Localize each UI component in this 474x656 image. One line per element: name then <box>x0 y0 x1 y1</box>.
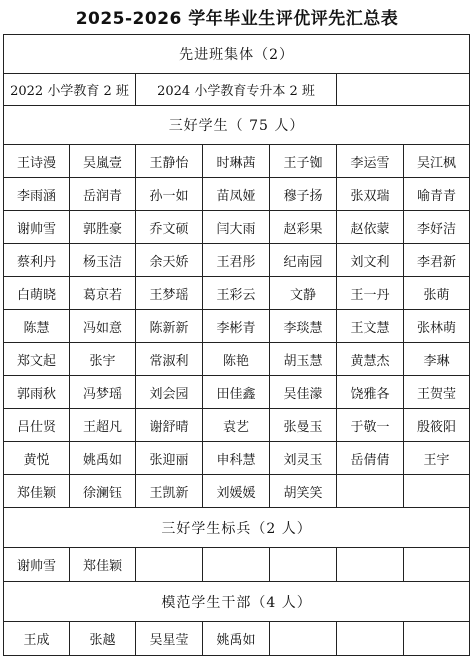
empty-cell <box>404 548 470 582</box>
student-name-cell: 徐澜钰 <box>70 475 136 508</box>
student-name-cell: 吴嵐壹 <box>70 145 136 178</box>
student-name-cell: 王文慧 <box>337 310 404 343</box>
student-name-cell: 刘媛媛 <box>203 475 270 508</box>
student-name-cell: 袁艺 <box>203 409 270 442</box>
student-name-cell: 王宇 <box>404 442 470 475</box>
student-name-cell: 田佳鑫 <box>203 376 270 409</box>
student-name-cell: 苗凤娅 <box>203 178 270 211</box>
student-name-cell: 李琰慧 <box>270 310 337 343</box>
student-name-cell: 李运雪 <box>337 145 404 178</box>
student-name-cell: 冯如意 <box>70 310 136 343</box>
student-name-cell: 郭胜豪 <box>70 211 136 244</box>
student-name-cell: 纪南园 <box>270 244 337 277</box>
student-name-cell: 胡笑笑 <box>270 475 337 508</box>
student-name-cell: 李彬青 <box>203 310 270 343</box>
student-name-cell: 王贺莹 <box>404 376 470 409</box>
name-row <box>4 244 470 277</box>
class-row <box>4 74 470 106</box>
student-name-cell: 王一丹 <box>337 277 404 310</box>
student-name-cell: 葛京若 <box>70 277 136 310</box>
name-row <box>4 442 470 475</box>
section-header-row <box>4 508 470 548</box>
name-row <box>4 548 470 582</box>
student-name-cell: 李君新 <box>404 244 470 277</box>
empty-cell <box>337 74 470 106</box>
student-name-cell: 殷筱阳 <box>404 409 470 442</box>
empty-cell <box>337 622 404 656</box>
empty-cell <box>337 475 404 508</box>
section-header: 三好学生（ 75 人） <box>4 106 470 145</box>
student-name-cell: 张萌 <box>404 277 470 310</box>
student-name-cell: 喻青青 <box>404 178 470 211</box>
student-name-cell: 吴星莹 <box>136 622 203 656</box>
student-name-cell: 余天娇 <box>136 244 203 277</box>
student-name-cell: 黄悦 <box>4 442 70 475</box>
student-name-cell: 张迎丽 <box>136 442 203 475</box>
student-name-cell: 申科慧 <box>203 442 270 475</box>
student-name-cell: 赵依蒙 <box>337 211 404 244</box>
name-row <box>4 277 470 310</box>
student-name-cell: 时琳茜 <box>203 145 270 178</box>
student-name-cell: 姚禹如 <box>70 442 136 475</box>
student-name-cell: 刘文利 <box>337 244 404 277</box>
student-name-cell: 张宇 <box>70 343 136 376</box>
empty-cell <box>136 548 203 582</box>
student-name-cell: 饶雅各 <box>337 376 404 409</box>
student-name-cell: 吴江枫 <box>404 145 470 178</box>
student-name-cell: 李琳 <box>404 343 470 376</box>
student-name-cell: 胡玉慧 <box>270 343 337 376</box>
student-name-cell: 谢帅雪 <box>4 548 70 582</box>
name-row <box>4 475 470 508</box>
student-name-cell: 赵彩果 <box>270 211 337 244</box>
student-name-cell: 吕仕贤 <box>4 409 70 442</box>
section-header-row <box>4 35 470 74</box>
student-name-cell: 岳倩倩 <box>337 442 404 475</box>
section-header: 三好学生标兵（2 人） <box>4 508 470 548</box>
class-cell: 2022 小学教育 2 班 <box>4 74 136 106</box>
section-header: 模范学生干部（4 人） <box>4 582 470 622</box>
student-name-cell: 吴佳濛 <box>270 376 337 409</box>
student-name-cell: 王彩云 <box>203 277 270 310</box>
section-header: 先进班集体（2） <box>4 35 470 74</box>
student-name-cell: 张曼玉 <box>270 409 337 442</box>
name-row <box>4 409 470 442</box>
name-row <box>4 145 470 178</box>
student-name-cell: 王君彤 <box>203 244 270 277</box>
student-name-cell: 谢帅雪 <box>4 211 70 244</box>
student-name-cell: 王诗漫 <box>4 145 70 178</box>
student-name-cell: 郑文起 <box>4 343 70 376</box>
student-name-cell: 李妤洁 <box>404 211 470 244</box>
empty-cell <box>270 548 337 582</box>
student-name-cell: 陈慧 <box>4 310 70 343</box>
empty-cell <box>404 475 470 508</box>
name-row <box>4 211 470 244</box>
student-name-cell: 姚禹如 <box>203 622 270 656</box>
name-row <box>4 310 470 343</box>
class-cell: 2024 小学教育专升本 2 班 <box>136 74 337 106</box>
student-name-cell: 刘会园 <box>136 376 203 409</box>
award-summary-table <box>3 34 470 656</box>
student-name-cell: 张双瑞 <box>337 178 404 211</box>
student-name-cell: 王成 <box>4 622 70 656</box>
student-name-cell: 王子铷 <box>270 145 337 178</box>
student-name-cell: 张林萌 <box>404 310 470 343</box>
student-name-cell: 郑佳颖 <box>70 548 136 582</box>
student-name-cell: 常淑利 <box>136 343 203 376</box>
student-name-cell: 冯梦瑶 <box>70 376 136 409</box>
name-row <box>4 343 470 376</box>
student-name-cell: 王超凡 <box>70 409 136 442</box>
student-name-cell: 杨玉洁 <box>70 244 136 277</box>
section-header-row <box>4 582 470 622</box>
student-name-cell: 闫大雨 <box>203 211 270 244</box>
student-name-cell: 王梦瑶 <box>136 277 203 310</box>
student-name-cell: 王凯新 <box>136 475 203 508</box>
empty-cell <box>404 622 470 656</box>
student-name-cell: 文静 <box>270 277 337 310</box>
student-name-cell: 孙一如 <box>136 178 203 211</box>
student-name-cell: 于敬一 <box>337 409 404 442</box>
student-name-cell: 乔文硕 <box>136 211 203 244</box>
student-name-cell: 穆子扬 <box>270 178 337 211</box>
student-name-cell: 蔡利丹 <box>4 244 70 277</box>
section-header-row <box>4 106 470 145</box>
student-name-cell: 王静怡 <box>136 145 203 178</box>
student-name-cell: 郑佳颖 <box>4 475 70 508</box>
name-row <box>4 622 470 656</box>
empty-cell <box>270 622 337 656</box>
name-row <box>4 178 470 211</box>
student-name-cell: 郭雨秋 <box>4 376 70 409</box>
student-name-cell: 岳润青 <box>70 178 136 211</box>
student-name-cell: 陈艳 <box>203 343 270 376</box>
student-name-cell: 张越 <box>70 622 136 656</box>
student-name-cell: 黄慧杰 <box>337 343 404 376</box>
student-name-cell: 陈新新 <box>136 310 203 343</box>
empty-cell <box>203 548 270 582</box>
student-name-cell: 谢舒晴 <box>136 409 203 442</box>
empty-cell <box>337 548 404 582</box>
student-name-cell: 李雨涵 <box>4 178 70 211</box>
page-title: 2025-2026 学年毕业生评优评先汇总表 <box>75 9 399 29</box>
student-name-cell: 白萌晓 <box>4 277 70 310</box>
name-row <box>4 376 470 409</box>
student-name-cell: 刘灵玉 <box>270 442 337 475</box>
